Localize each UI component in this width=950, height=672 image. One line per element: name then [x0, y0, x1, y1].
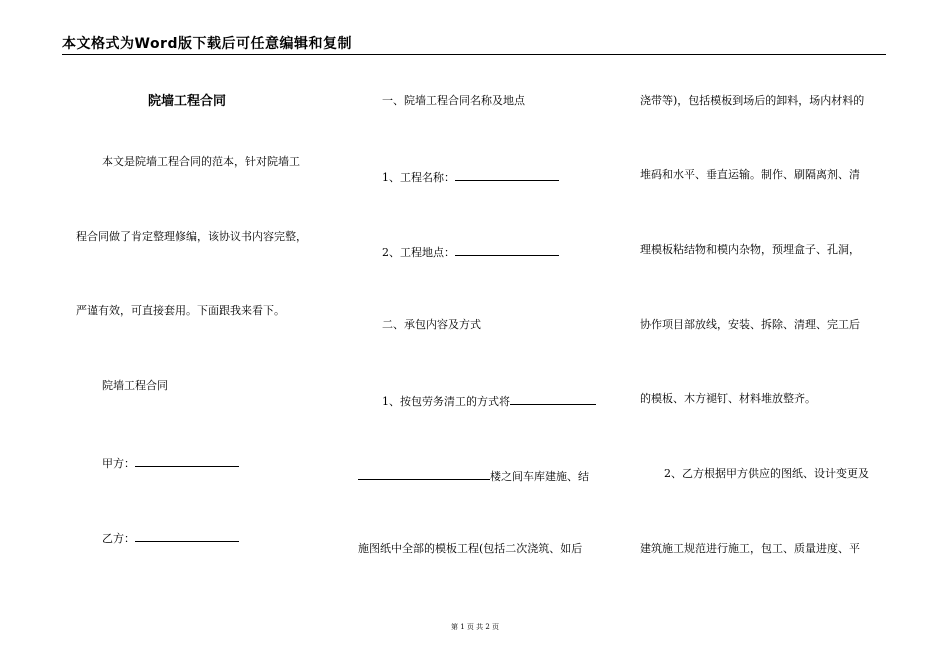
item1-line-1 — [382, 392, 596, 409]
party-a-line — [102, 454, 239, 471]
section1-heading: 一、院墙工程合同名称及地点 — [382, 94, 525, 107]
project-site-line — [382, 243, 559, 260]
col3-line-3: 理模板粘结物和模内杂物，预埋盒子、孔洞， — [640, 243, 860, 256]
page-number: 第 1 页 共 2 页 — [450, 623, 500, 631]
col3-line-7: 建筑施工规范进行施工，包工、质量进度、平 — [640, 542, 860, 555]
document-banner: 本文格式为Word版下载后可任意编辑和复制 — [62, 36, 352, 52]
col3-line-6: 2、乙方根据甲方供应的图纸、设计变更及 — [664, 467, 869, 480]
party-b-blank — [135, 529, 239, 542]
project-name-line — [382, 168, 559, 185]
col3-line-4: 协作项目部放线，安装、拆除、清理、完工后 — [640, 318, 860, 331]
item1-line-2 — [358, 467, 589, 484]
intro-line-2: 程合同做了肯定整理修编，该协议书内容完整， — [76, 230, 307, 243]
party-b-line — [102, 529, 239, 546]
party-a-blank — [135, 454, 239, 467]
party-b-label: 乙方： — [102, 532, 135, 545]
item1-blank-1 — [510, 392, 596, 405]
intro-line-1: 本文是院墙工程合同的范本，针对院墙工 — [102, 155, 300, 168]
col3-line-2: 堆码和水平、垂直运输。制作、刷隔离剂、清 — [640, 168, 860, 181]
project-name-blank — [455, 168, 559, 181]
party-a-label: 甲方： — [102, 457, 135, 470]
item1-start-text: 1、按包劳务清工的方式将 — [382, 395, 510, 408]
project-site-blank — [455, 243, 559, 256]
intro-line-3: 严谨有效，可直接套用。下面跟我来看下。 — [76, 304, 285, 317]
section2-heading: 二、承包内容及方式 — [382, 318, 481, 331]
item1-cont-text: 楼之间车库建施、结 — [490, 470, 589, 483]
item1-blank-2 — [358, 467, 490, 480]
item1-line-3: 施图纸中全部的模板工程(包括二次浇筑、如后 — [358, 542, 583, 555]
project-name-label: 1、工程名称： — [382, 171, 455, 184]
contract-subtitle: 院墙工程合同 — [102, 379, 168, 392]
col3-line-5: 的模板、木方褪钉、材料堆放整齐。 — [640, 392, 816, 405]
banner-divider — [62, 54, 886, 55]
col3-line-1: 浇带等)，包括模板到场后的卸料，场内材料的 — [640, 94, 865, 107]
project-site-label: 2、工程地点： — [382, 246, 455, 259]
contract-title: 院墙工程合同 — [148, 94, 227, 109]
